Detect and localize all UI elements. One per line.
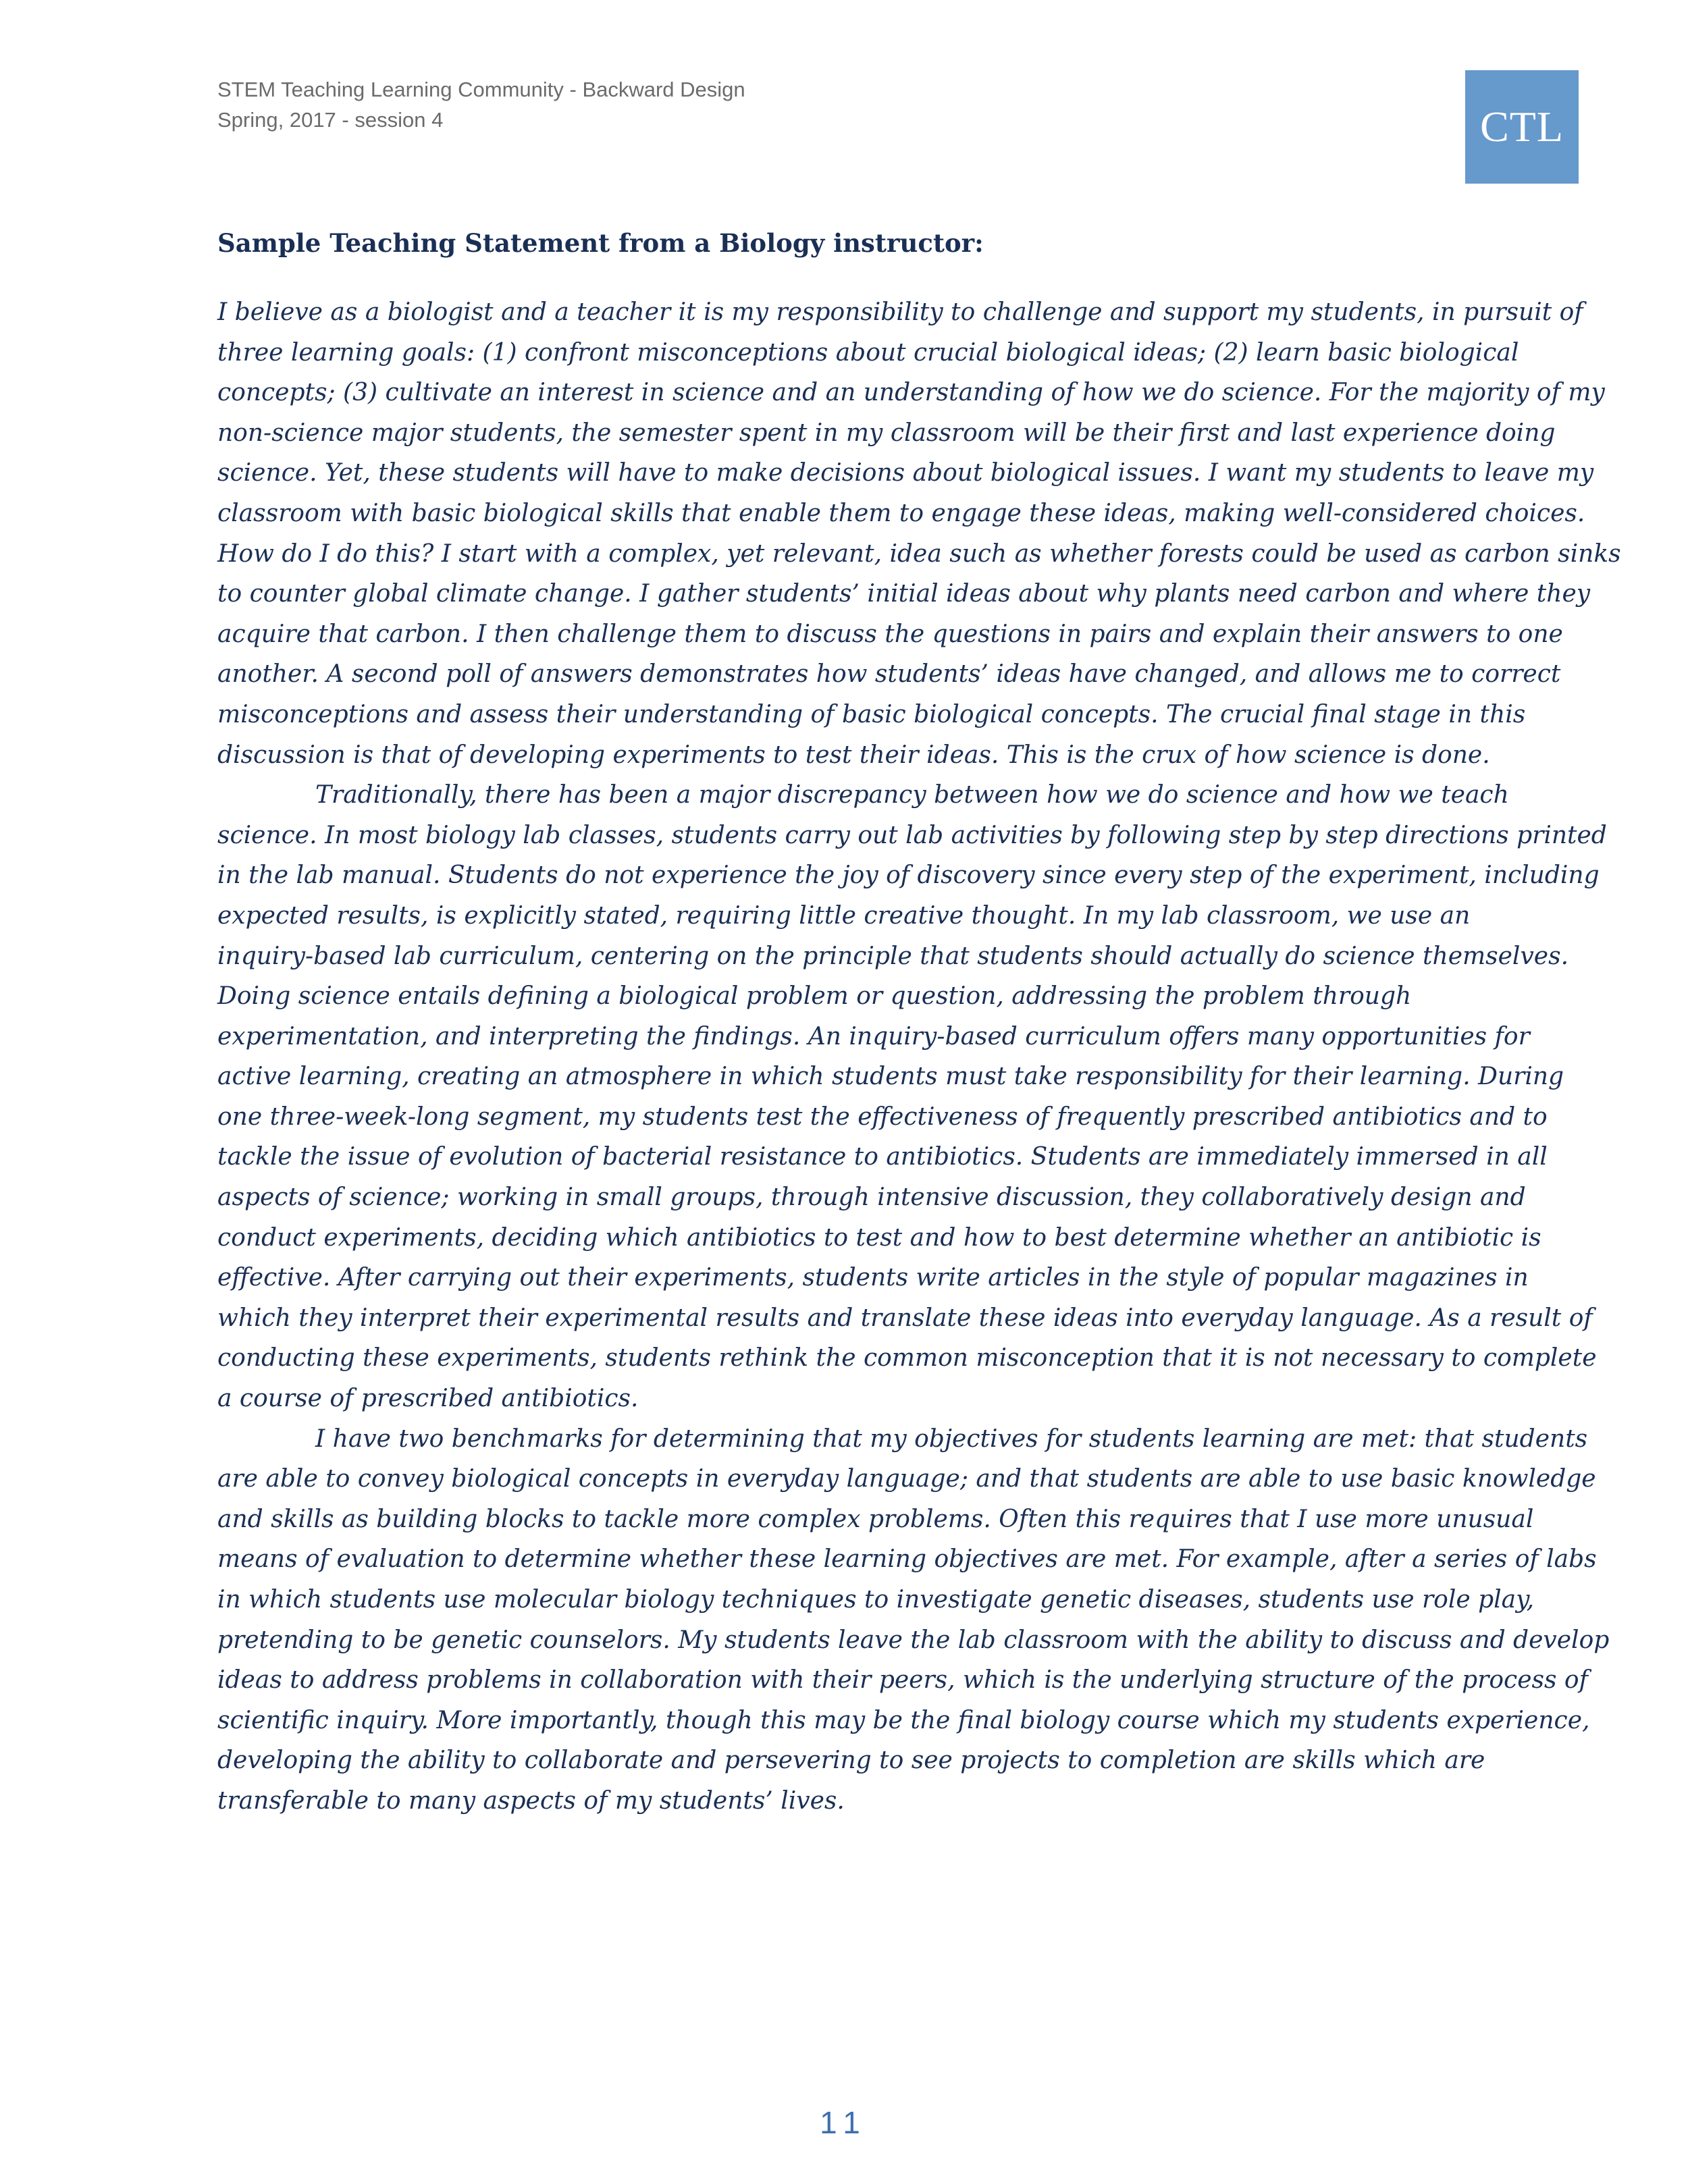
body-line: experimentation, and interpreting the findings. An inquiry-based curriculum offers many opportunities for bbox=[217, 1022, 1530, 1050]
body-line: How do I do this? I start with a complex, yet relevant, idea such as whether forests could be used as carbon sinks bbox=[217, 539, 1621, 568]
body-line: pretending to be genetic counselors. My students leave the lab classroom with the ability to discuss and develop bbox=[217, 1626, 1610, 1654]
body-line: concepts; (3) cultivate an interest in science and an understanding of how we do science. For the majority of my bbox=[217, 379, 1605, 407]
body-line: means of evaluation to determine whether these learning objectives are met. For example, after a series of labs bbox=[217, 1545, 1597, 1574]
logo-text: CTL bbox=[1480, 103, 1564, 151]
body-line: developing the ability to collaborate and persevering to see projects to completion are skills which are bbox=[217, 1747, 1485, 1775]
body-line: acquire that carbon. I then challenge them to discuss the questions in pairs and explain their answers to one bbox=[217, 620, 1563, 648]
body-line: another. A second poll of answers demonstrates how students’ ideas have changed, and allows me to correct bbox=[217, 660, 1561, 689]
body-line: misconceptions and assess their understanding of basic biological concepts. The crucial final stage in this bbox=[217, 700, 1526, 728]
page-header bbox=[217, 74, 745, 135]
body-line: scientific inquiry. More importantly, though this may be the final biology course which my students experience, bbox=[217, 1706, 1590, 1734]
body-line: science. Yet, these students will have to make decisions about biological issues. I want my students to leave my bbox=[217, 459, 1594, 487]
body-line: conducting these experiments, students rethink the common misconception that it is not necessary to complete bbox=[217, 1344, 1597, 1373]
body-line: Traditionally, there has been a major discrepancy between how we do science and how we teach bbox=[315, 781, 1509, 809]
page-number: 11 bbox=[820, 2105, 868, 2140]
body-line: transferable to many aspects of my students’ lives. bbox=[217, 1786, 845, 1815]
page-title: Sample Teaching Statement from a Biology instructor: bbox=[217, 228, 984, 258]
header-subtitle: Spring, 2017 - session 4 bbox=[217, 108, 444, 132]
body-line: Doing science entails defining a biological problem or question, addressing the problem through bbox=[217, 982, 1412, 1011]
body-line: classroom with basic biological skills that enable them to engage these ideas, making well-considered choices. bbox=[217, 499, 1585, 527]
body-line: in which students use molecular biology techniques to investigate genetic diseases, students use role play, bbox=[217, 1586, 1535, 1614]
body-line: and skills as building blocks to tackle more complex problems. Often this requires that I use more unusual bbox=[217, 1505, 1534, 1533]
body-line: I have two benchmarks for determining that my objectives for students learning are met: that students bbox=[315, 1424, 1588, 1453]
ctl-logo bbox=[1465, 70, 1579, 184]
body-line: tackle the issue of evolution of bacterial resistance to antibiotics. Students are immediately immersed in all bbox=[217, 1143, 1548, 1171]
body-line: ideas to address problems in collaboration with their peers, which is the underlying structure of the process of bbox=[217, 1666, 1588, 1695]
body-line: inquiry-based lab curriculum, centering on the principle that students should actually do science themselves. bbox=[217, 942, 1569, 970]
body-line: science. In most biology lab classes, students carry out lab activities by following step by step directions printed bbox=[217, 821, 1607, 849]
body-line: conduct experiments, deciding which antibiotics to test and how to best determine whether an antibiotic is bbox=[217, 1223, 1541, 1252]
body-line: active learning, creating an atmosphere in which students must take responsibility for their learning. During bbox=[217, 1063, 1564, 1091]
body-line: to counter global climate change. I gather students’ initial ideas about why plants need carbon and where they bbox=[217, 580, 1591, 608]
body-line: discussion is that of developing experiments to test their ideas. This is the crux of how science is done. bbox=[217, 741, 1490, 769]
body-line: three learning goals: (1) confront misconceptions about crucial biological ideas; (2) learn basic biological bbox=[217, 338, 1519, 367]
body-line: are able to convey biological concepts in everyday language; and that students are able to use basic knowledge bbox=[217, 1465, 1596, 1493]
body-line: expected results, is explicitly stated, requiring little creative thought. In my lab classroom, we use an bbox=[217, 901, 1471, 930]
body-line: one three-week-long segment, my students test the effectiveness of frequently prescribed antibiotics and to bbox=[217, 1102, 1548, 1131]
body-line: which they interpret their experimental results and translate these ideas into everyday language. As a result of bbox=[217, 1304, 1593, 1332]
body-line: I believe as a biologist and a teacher it is my responsibility to challenge and support my students, in pursuit of bbox=[217, 298, 1583, 326]
body-line: aspects of science; working in small groups, through intensive discussion, they collaboratively design and bbox=[217, 1183, 1526, 1212]
body-line: non-science major students, the semester spent in my classroom will be their first and last experience doing bbox=[217, 419, 1556, 447]
body-line: in the lab manual. Students do not experience the joy of discovery since every step of the experiment, including bbox=[217, 861, 1600, 890]
header-title: STEM Teaching Learning Community - Backward Design bbox=[217, 78, 745, 101]
body-line: a course of prescribed antibiotics. bbox=[217, 1385, 639, 1413]
teaching-statement-body bbox=[217, 292, 1621, 1821]
body-line: effective. After carrying out their experiments, students write articles in the style of popular magazines in bbox=[217, 1264, 1529, 1292]
